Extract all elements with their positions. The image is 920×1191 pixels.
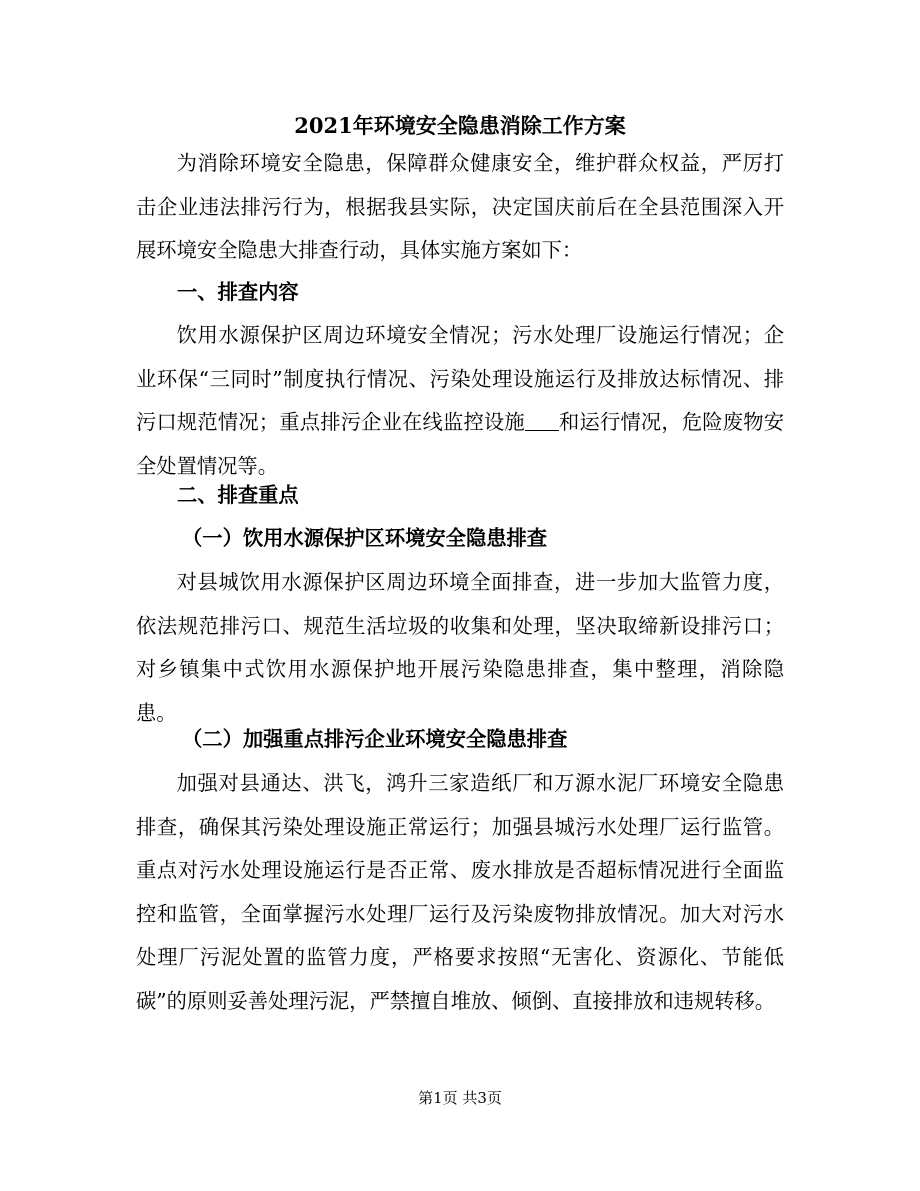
section1-text-part2: 和运行情况，危险废物安全处置情况等。	[136, 410, 784, 478]
section-heading-content: 一、排查内容	[177, 280, 299, 304]
subsection2-paragraph: 加强对县通达、洪飞，鸿升三家造纸厂和万源水泥厂环境安全隐患排查，确保其污染处理设施正常运行；加强县城污水处理厂运行监管。重点对污水处理设施运行是否正常、废水排放是否超标情况进行全面监控和监管，全面掌握污水处理厂运行及污染废物排放情况。加大对污水处理厂污泥处置的监管力度，严格要求按照“无害化、资源化、节能低碳”的原则妥善处理污泥，严禁擅自堆放、倾倒、直接排放和违规转移。	[136, 771, 784, 1013]
subsection-heading-enterprises: （二）加强重点排污企业环境安全隐患排查	[182, 727, 568, 751]
fill-in-blank	[525, 410, 559, 431]
section-heading-focus: 二、排查重点	[177, 483, 299, 507]
document-title: 2021年环境安全隐患消除工作方案	[294, 113, 626, 138]
subsection-heading-water-source: （一）饮用水源保护区环境安全隐患排查	[182, 526, 548, 550]
section1-text-part1: 饮用水源保护区周边环境安全情况；污水处理厂设施运行情况；企业环保“三同时”制度执行情况、污染处理设施运行及排放达标情况、排污口规范情况；重点排污企业在线监控设施	[136, 323, 784, 434]
subsection1-paragraph: 对县城饮用水源保护区周边环境全面排查，进一步加大监管力度，依法规范排污口、规范生活垃圾的收集和处理，坚决取缔新设排污口；对乡镇集中式饮用水源保护地开展污染隐患排查，集中整理，消除隐患。	[136, 570, 784, 725]
intro-paragraph: 为消除环境安全隐患，保障群众健康安全，维护群众权益，严厉打击企业违法排污行为，根据我县实际，决定国庆前后在全县范围深入开展环境安全隐患大排查行动，具体实施方案如下：	[136, 151, 784, 262]
page-number-footer: 第1页 共3页	[418, 1089, 502, 1107]
section1-paragraph	[136, 314, 784, 488]
